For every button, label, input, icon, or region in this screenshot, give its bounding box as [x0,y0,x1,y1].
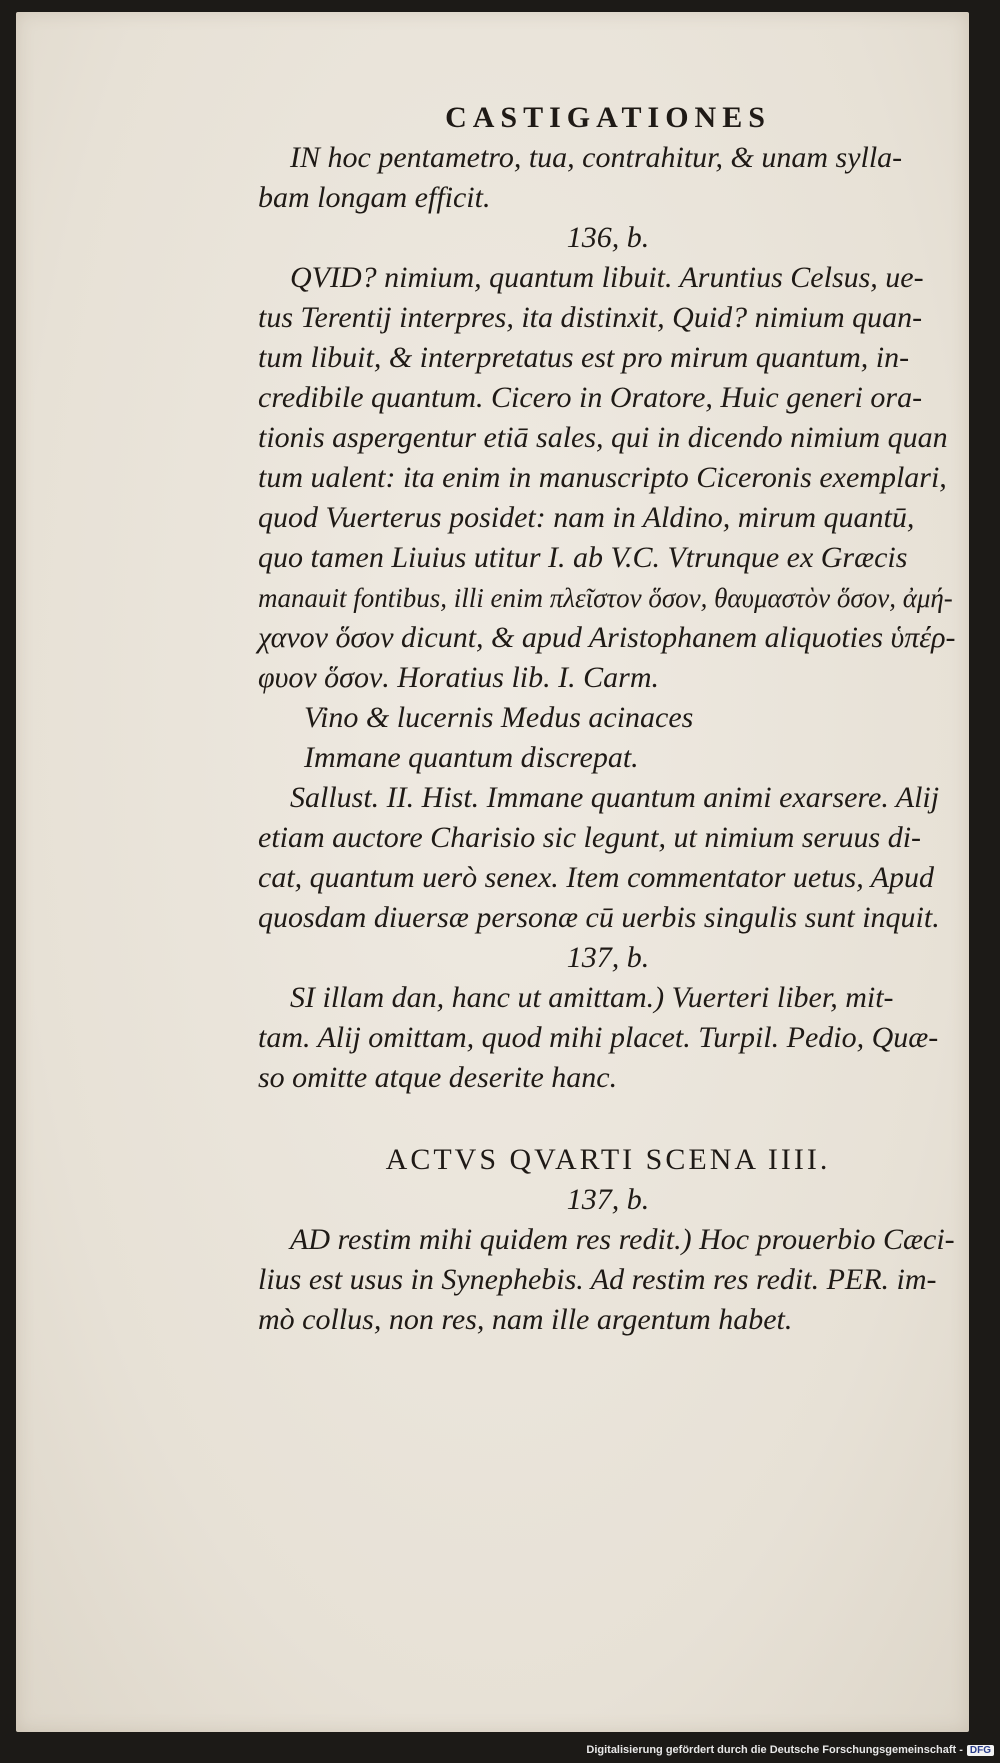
text-line: etiam auctore Charisio sic legunt, ut nimium seruus di- [258,821,922,854]
text-line: χανον ὅσον dicunt, & apud Aristophanem aliquoties ὑπέρ- [258,621,956,654]
paragraph-5 [258,1220,958,1340]
reference-marker: 137, b. [566,941,650,974]
act-heading: ACTVS QVARTI SCENA IIII. [385,1143,831,1176]
reference-marker: 137, b. [566,1183,650,1216]
text-line: quo tamen Liuius utitur I. ab V.C. Vtrunque ex Græcis [258,541,908,574]
running-head: CASTIGATIONES [445,101,771,134]
text-line: QVID? nimium, quantum libuit. Aruntius Celsus, ue- [290,261,924,294]
footer-text: Digitalisierung gefördert durch die Deutsche Forschungsgemeinschaft - [586,1744,963,1756]
reference-marker: 136, b. [566,221,650,254]
text-line: SI illam dan, hanc ut amittam.) Vuerteri liber, mit- [290,981,894,1014]
text-line: lius est usus in Synephebis. Ad restim res redit. PER. im- [258,1263,937,1296]
spacer [258,1098,958,1140]
text-line: so omitte atque deserite hanc. [258,1061,618,1094]
text-line: tus Terentij interpres, ita distinxit, Quid? nimium quan- [258,301,923,334]
paragraph-4 [258,978,958,1098]
paragraph-2 [258,258,958,698]
text-line: cat, quantum uerò senex. Item commentator uetus, Apud [258,861,934,894]
text-line: quod Vuerterus posidet: nam in Aldino, mirum quantū, [258,501,915,534]
paragraph-1 [258,138,958,218]
dfg-logo: DFG [967,1745,994,1756]
text-line: Sallust. II. Hist. Immane quantum animi exarsere. Alij [290,781,940,814]
verse-line: Immane quantum discrepat. [304,741,639,774]
page-text [258,98,958,1340]
text-line: mò collus, non res, nam ille argentum habet. [258,1303,793,1336]
text-line: bam longam efficit. [258,181,491,214]
text-line: φυον ὅσον. Horatius lib. I. Carm. [258,661,659,694]
text-line: quosdam diuersæ personæ cū uerbis singulis sunt inquit. [258,901,940,934]
text-line: tum ualent: ita enim in manuscripto Ciceronis exemplari, [258,461,947,494]
text-line: tam. Alij omittam, quod mihi placet. Turpil. Pedio, Quæ- [258,1021,939,1054]
text-line: IN hoc pentametro, tua, contrahitur, & unam sylla- [290,141,903,174]
book-page [16,12,969,1732]
digitization-footer [586,1741,994,1759]
text-line: manauit fontibus, illi enim πλεῖστον ὅσον, θαυμαστὸν ὅσον, ἀμή- [258,583,953,613]
text-line: tionis aspergentur etiā sales, qui in dicendo nimium quan [258,421,948,454]
verse-line: Vino & lucernis Medus acinaces [304,701,694,734]
text-line: tum libuit, & interpretatus est pro mirum quantum, in- [258,341,910,374]
text-line: credibile quantum. Cicero in Oratore, Huic generi ora- [258,381,923,414]
verse-quote [258,698,958,778]
paragraph-3 [258,778,958,938]
text-line: AD restim mihi quidem res redit.) Hoc prouerbio Cæci- [290,1223,955,1256]
